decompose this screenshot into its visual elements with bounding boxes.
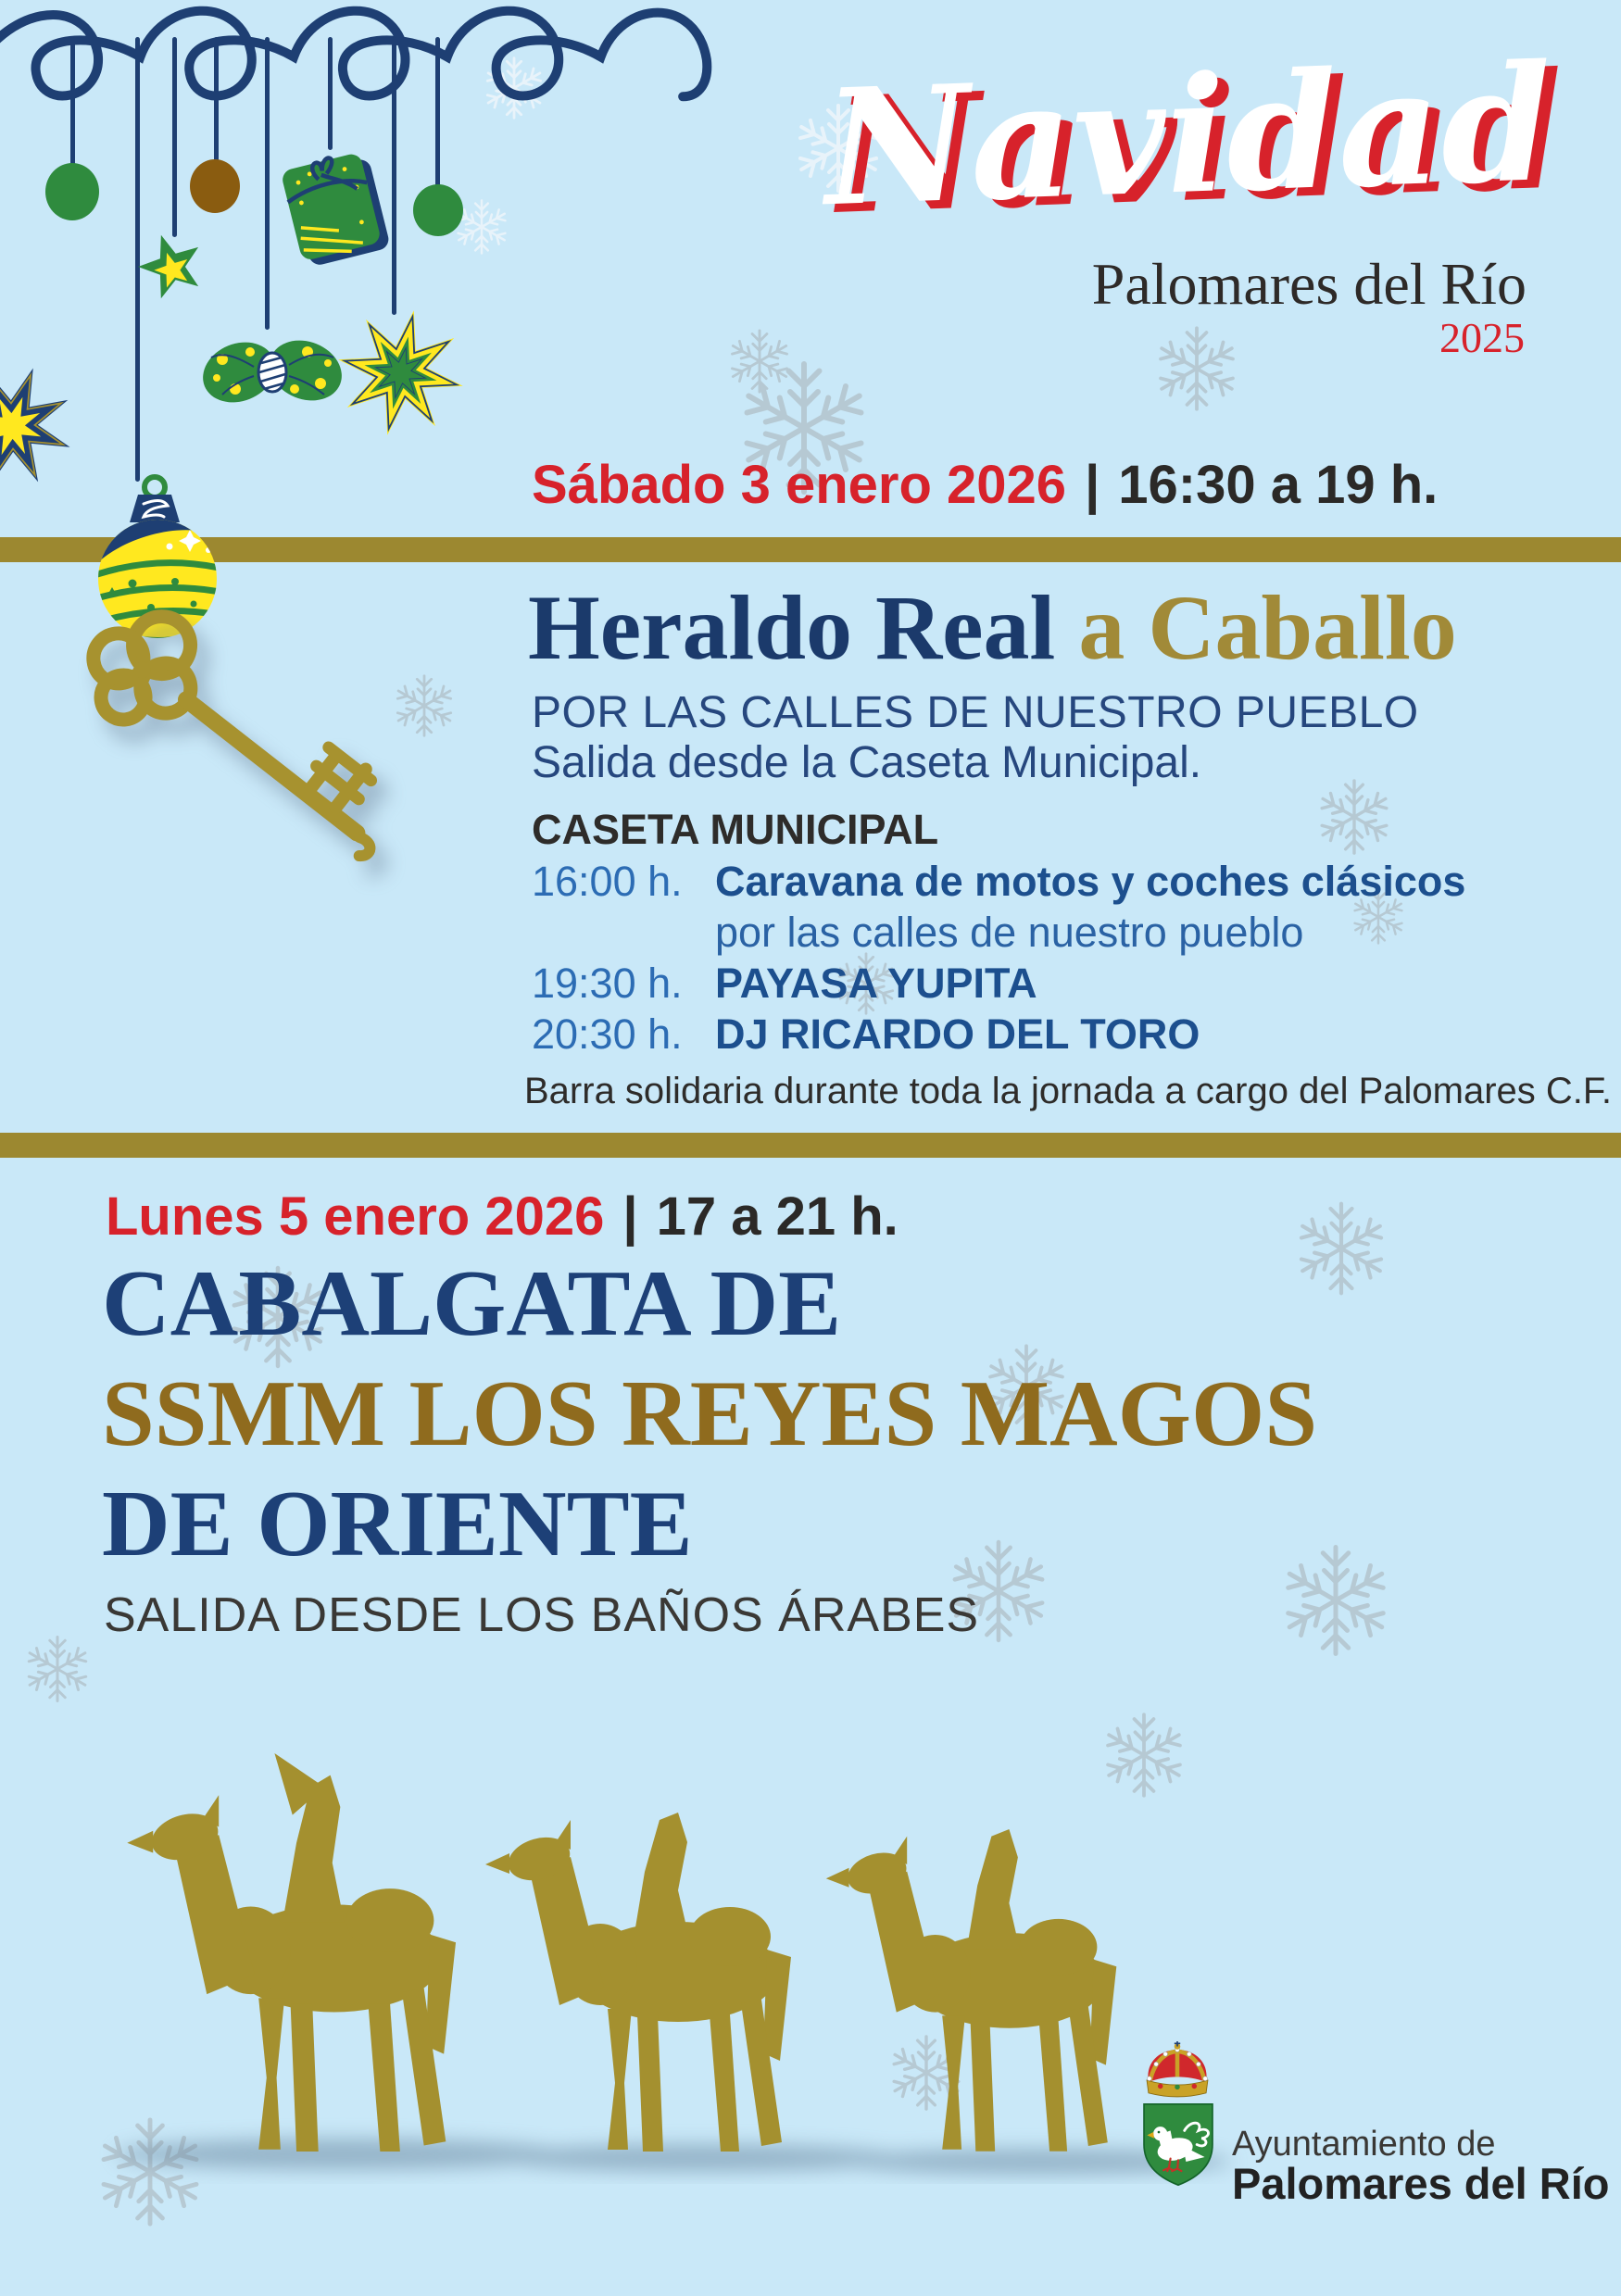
event2-subtitle: SALIDA DESDE LOS BAÑOS ÁRABES	[104, 1588, 980, 1642]
schedule-title: DJ RICARDO DEL TORO	[715, 1010, 1200, 1058]
event1-subtitle-line1: POR LAS CALLES DE NUESTRO PUEBLO	[532, 688, 1419, 737]
event1-subtitle-line2: Salida desde la Caseta Municipal.	[532, 738, 1202, 787]
schedule-row	[532, 1009, 1465, 1060]
garland-icon	[0, 0, 723, 130]
date-separator: |	[1085, 455, 1100, 515]
event1-date-row	[532, 454, 1438, 516]
ornament-string	[70, 37, 75, 167]
poster-title-script: Navidad	[821, 28, 1556, 243]
event2-title-line1: CABALGATA DE	[102, 1251, 842, 1356]
event2-date: Lunes 5 enero 2026	[106, 1186, 605, 1247]
event1-time: 16:30 a 19 h.	[1118, 455, 1439, 515]
ornament-string	[214, 37, 219, 165]
small-star-icon	[134, 230, 208, 304]
event1-note: Barra solidaria durante toda la jornada a cargo del Palomares C.F.	[524, 1071, 1612, 1111]
event1-venue: CASETA MUNICIPAL	[532, 806, 939, 853]
snowflake-icon	[1293, 1200, 1390, 1298]
event1-date: Sábado 3 enero 2026	[532, 455, 1067, 515]
org-name: Palomares del Río	[1232, 2159, 1610, 2208]
ornament-ball-green-icon	[413, 184, 463, 236]
ornament-string	[435, 37, 440, 187]
schedule-time: 16:00 h.	[532, 858, 683, 905]
event1-title-main: Heraldo Real	[528, 576, 1056, 679]
shield-icon	[1139, 2101, 1217, 2189]
big-star-icon	[329, 301, 472, 445]
event1-title	[528, 574, 1457, 681]
event2-date-row	[106, 1186, 898, 1248]
edge-star-icon	[0, 357, 82, 496]
schedule-time: 20:30 h.	[532, 1010, 683, 1058]
schedule-row	[532, 856, 1465, 907]
schedule-detail: por las calles de nuestro pueblo	[715, 909, 1304, 956]
event1-title-accent: a Caballo	[1078, 576, 1457, 679]
snowflake-icon	[1315, 778, 1394, 857]
event1-schedule	[532, 856, 1465, 1060]
ornament-string	[265, 37, 270, 330]
key-icon	[51, 593, 459, 972]
org-prefix: Ayuntamiento de	[1232, 2125, 1496, 2164]
ribbon-bow-icon	[196, 306, 349, 440]
event2-title-line3: DE ORIENTE	[102, 1472, 693, 1576]
edition-year: 2025	[1439, 314, 1525, 361]
crown-icon	[1132, 2041, 1223, 2101]
divider-bar-bottom	[0, 1133, 1621, 1158]
event2-title-line2: SSMM LOS REYES MAGOS	[102, 1361, 1318, 1466]
ornament-string	[328, 37, 333, 150]
schedule-time: 19:30 h.	[532, 960, 683, 1007]
schedule-title: Caravana de motos y coches clásicos	[715, 858, 1466, 905]
event2-time: 17 a 21 h.	[656, 1186, 898, 1247]
snowflake-icon	[23, 1635, 93, 1704]
gift-icon	[276, 139, 401, 278]
ornament-ball-brown-icon	[190, 159, 240, 213]
schedule-row	[532, 958, 1465, 1009]
ornament-string	[172, 37, 177, 237]
date-separator: |	[622, 1186, 638, 1247]
schedule-title: PAYASA YUPITA	[715, 960, 1037, 1007]
schedule-row-detail	[532, 907, 1465, 958]
municipality-name: Palomares del Río	[1091, 251, 1527, 317]
snowflake-icon	[1278, 1543, 1394, 1659]
ornament-ball-green-icon	[45, 163, 99, 220]
divider-bar-top	[0, 537, 1621, 562]
